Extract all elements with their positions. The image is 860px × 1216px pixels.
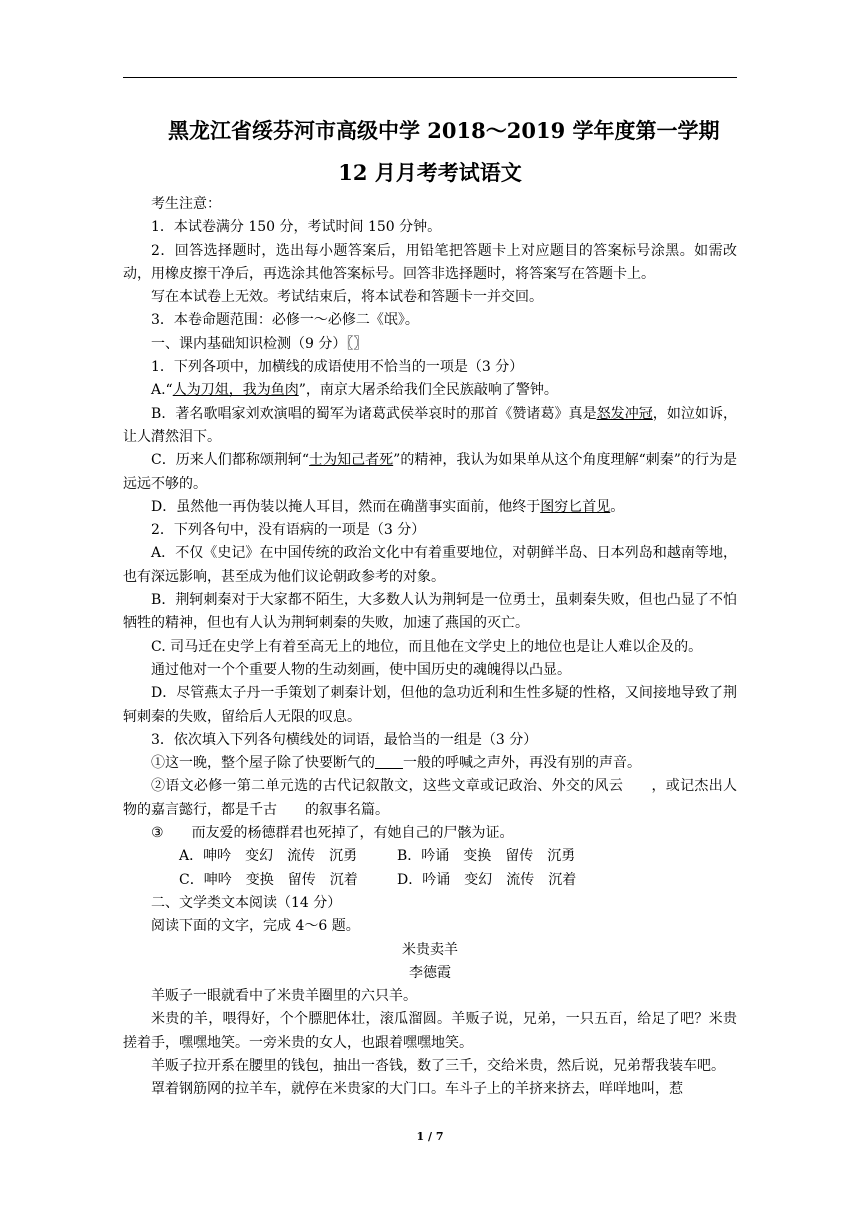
section2-heading: 二、文学类文本阅读（14 分） [151,894,342,911]
story-paragraph: 羊贩子一眼就看中了米贵羊圈里的六只羊。 [151,988,417,1005]
underlined-idiom: 人为刀俎，我为鱼肉 [172,382,299,399]
q3-sentence-2: ②语文必修一第二单元选的古代记叙散文，这些文章或记政治、外交的风云 ，或记杰出人物的嘉言懿行，都是千古 的叙事名篇。 [123,778,738,818]
notice-item-2: 2．回答选择题时，选出每小题答案后，用铅笔把答题卡上对应题目的答案标号涂黑。如需改动，用橡皮擦干净后，再选涂其他答案标号。回答非选择题时，将答案写在答题卡上。 [123,242,737,282]
exam-title-line2: 12 月月考考试语文 [338,160,522,185]
q2-option-b: B．荆轲刺秦对于大家都不陌生，大多数人认为荆轲是一位勇士，虽刺秦失败，但也凸显了不怕牺牲的精神，但也有人认为荆轲刺秦的失败，加速了燕国的灭亡。 [123,592,737,632]
q2-option-c: C. 司马迁在史学上有着至高无上的地位，而且他在文学史上的地位也是让人难以企及的。 [151,638,703,655]
underlined-idiom: 士为知己者死 [309,452,394,469]
q2-option-a: A．不仅《史记》在中国传统的政治文化中有着重要地位，对朝鲜半岛、日本列岛和越南等地，也有深远影响，甚至成为他们议论朝政参考的对象。 [123,545,737,585]
header-rule [123,77,737,78]
q1-option-a: A.“人为刀俎，我为鱼肉”，南京大屠杀给我们全民族敲响了警钟。 [151,382,558,399]
story-paragraph: 羊贩子拉开系在腰里的钱包，抽出一沓钱，数了三千，交给米贵，然后说，兄弟帮我装车吧。 [151,1057,725,1074]
story-author: 李德霞 [409,964,451,981]
story-paragraph: 米贵的羊，喂得好，个个膘肥体壮，滚瓜溜圆。羊贩子说，兄弟，一只五百，给足了吧？米贵搓着手，嘿嘿地笑。一旁米贵的女人，也跟着嘿嘿地笑。 [123,1011,737,1051]
q3-option-b: B．吟诵 变换 留传 沉勇 [397,848,576,865]
underlined-idiom: 怒发冲冠 [596,405,653,422]
story-paragraph: 罩着钢筋网的拉羊车，就停在米贵家的大门口。车斗子上的羊挤来挤去，咩咩地叫，惹 [151,1081,683,1098]
q3-sentence-1: ①这一晚，整个屋子除了快要断气的 一般的呼喊之声外，再没有别的声音。 [151,755,641,772]
fill-blank [375,754,403,769]
q1-stem: 1．下列各项中，加横线的成语使用不恰当的一项是（3 分） [151,359,524,376]
section2-instruction: 阅读下面的文字，完成 4～6 题。 [151,918,360,935]
q1-option-c: C．历来人们都称颂荆轲“士为知己者死”的精神，我认为如果单从这个角度理解“刺秦”的行为是远远不够的。 [123,452,737,492]
q3-stem: 3．依次填入下列各句横线处的词语，最恰当的一组是（3 分） [151,731,538,748]
document-body [123,193,737,1102]
notice-item-2b: 写在本试卷上无效。考试结束后，将本试卷和答题卡一并交回。 [151,289,543,306]
notice-item-3: 3．本卷命题范围：必修一～必修二《氓》。 [151,312,419,329]
q3-options-cd [123,869,737,892]
notice-item-1: 1．本试卷满分 150 分，考试时间 150 分钟。 [151,219,442,236]
section1-heading: 一、课内基础知识检测（9 分）〖〗 [151,335,368,352]
q1-option-b: B．著名歌唱家刘欢演唱的蜀军为诸葛武侯举哀时的那首《赞诸葛》真是怒发冲冠，如泣如诉，让人潸然泪下。 [123,405,738,445]
q2-option-c-cont: 通过他对一个个重要人物的生动刻画，使中国历史的魂魄得以凸显。 [151,661,571,678]
q3-option-c: C．呻吟 变换 留传 沉着 [179,871,358,888]
q1-option-d: D．虽然他一再伪装以掩人耳目，然而在确凿事实面前，他终于图穷匕首见。 [151,498,625,515]
story-title: 米贵卖羊 [402,941,458,958]
q2-option-d: D．尽管燕太子丹一手策划了刺秦计划，但他的急功近利和生性多疑的性格，又间接地导致了荆轲刺秦的失败，留给后人无限的叹息。 [123,685,737,725]
q3-option-a: A．呻吟 变幻 流传 沉勇 [179,848,358,865]
exam-title-line1: 黑龙江省绥芬河市高级中学 2018～2019 学年度第一学期 [168,118,720,143]
q3-option-d: D．吟诵 变幻 流传 沉着 [397,871,577,888]
page-number: 1 / 7 [416,1130,444,1143]
q3-options-ab [123,845,737,868]
underlined-idiom: 图穷匕首见 [540,498,611,515]
notice-heading: 考生注意： [151,196,221,212]
q2-stem: 2．下列各句中，没有语病的一项是（3 分） [151,522,426,539]
q3-sentence-3: ③ 而友爱的杨德群君也死掉了，有她自己的尸骸为证。 [151,825,514,842]
